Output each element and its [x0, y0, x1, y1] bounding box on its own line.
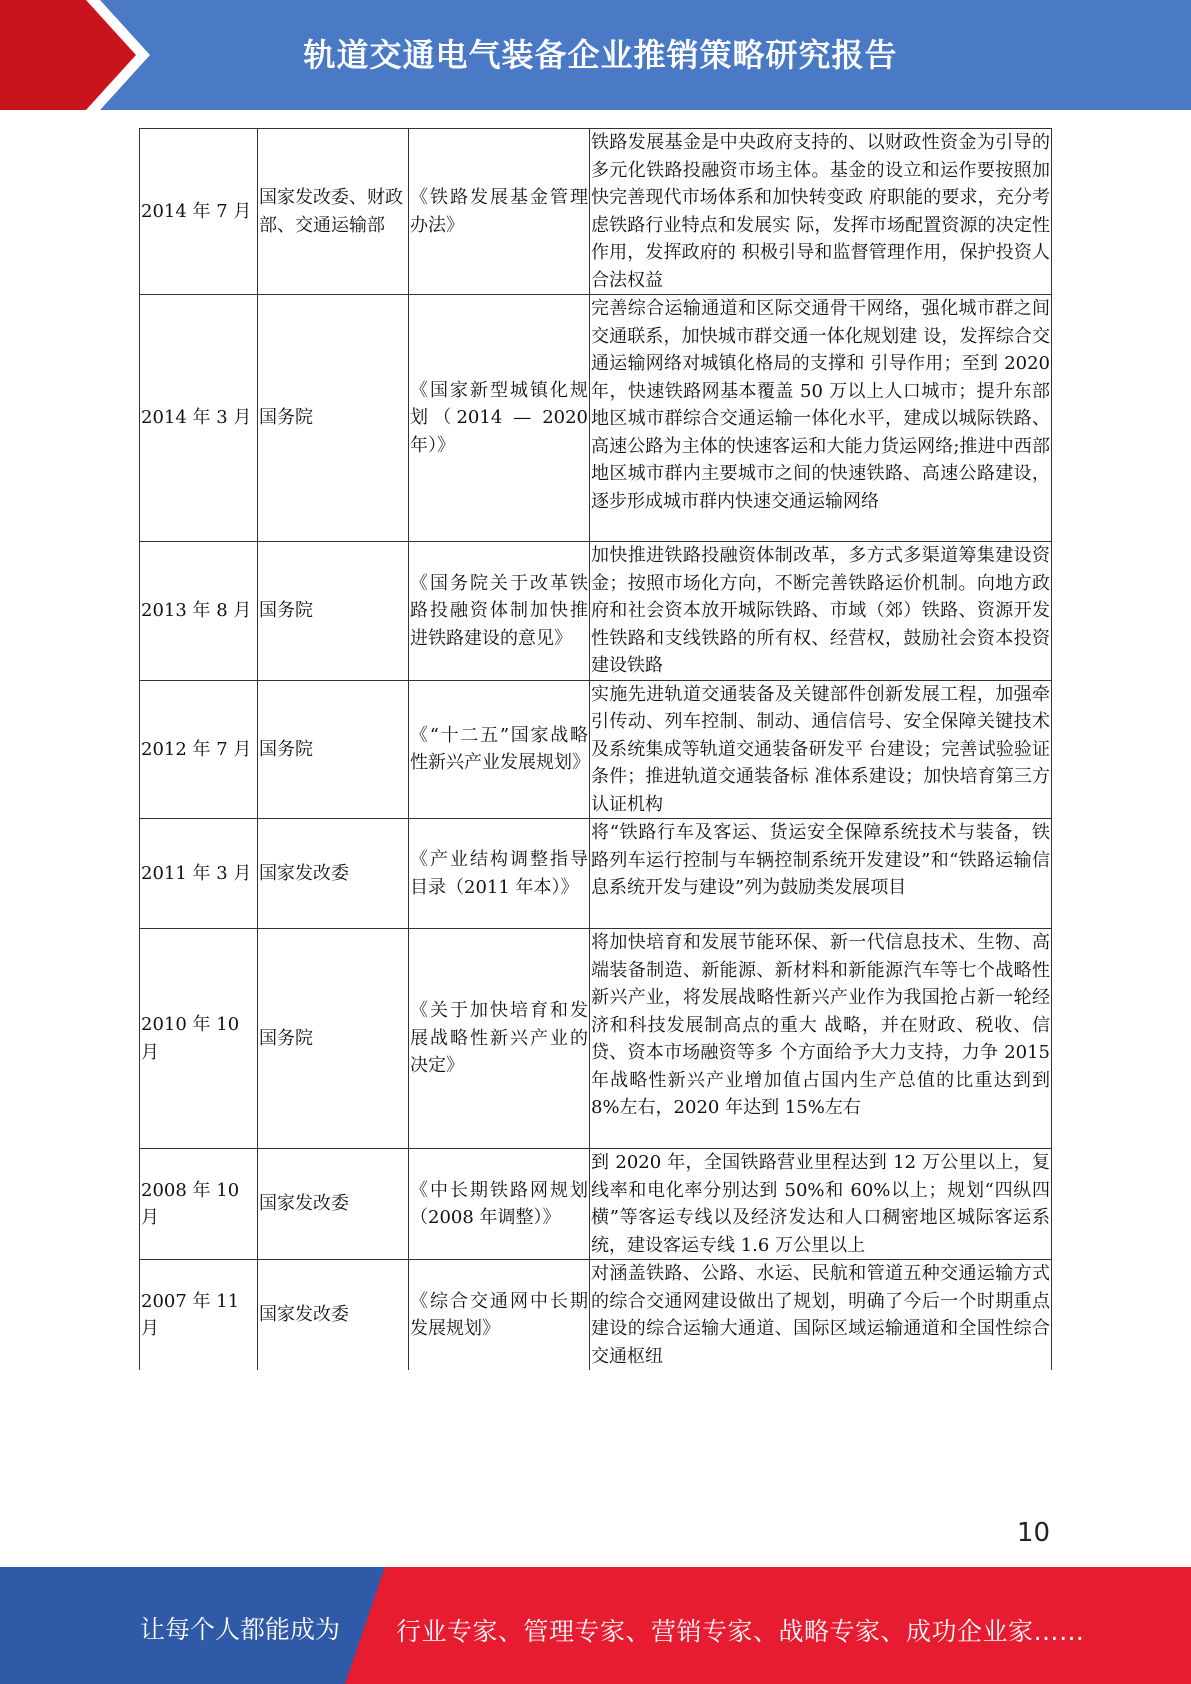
date-cell: 2008 年 10 月 — [140, 1149, 258, 1260]
policy-table-wrapper — [139, 128, 1051, 1370]
table-row — [140, 542, 1052, 681]
date-cell: 2011 年 3 月 — [140, 819, 258, 929]
policy-content-cell: 将“铁路行车及客运、货运安全保障系统技术与装备，铁路列车运行控制与车辆控制系统开发建设”和“铁路运输信息系统开发与建设”列为鼓励类发展项目 — [590, 819, 1052, 929]
policy-content-cell: 将加快培育和发展节能环保、新一代信息技术、生物、高端装备制造、新能源、新材料和新能源汽车等七个战略性新兴产业，将发展战略性新兴产业作为我国抢占新一轮经济和科技发展制高点的重大 战略，并在财政、税收、信贷、资本市场融资等多 个方面给予大力支持，力争 2015 年战略性新兴产业增加值占国内生产总值的比重达到到 8%左右，2020 年达到 15%左右 — [590, 929, 1052, 1149]
policy-content-cell: 完善综合运输通道和区际交通骨干网络，强化城市群之间交通联系，加快城市群交通一体化规划建 设，发挥综合交通运输网络对城镇化格局的支撑和 引导作用；至到 2020 年，快速铁路网基本覆盖 50 万以上人口城市；提升东部地区城市群综合交通运输一体化水平，建成以城际铁路、高速公路为主体的快速客运和大能力货运网络;推进中西部地区城市群内主要城市之间的快速铁路、高速公路建设，逐步形成城市群内快速交通运输网络 — [590, 295, 1052, 542]
date-cell: 2007 年 11 月 — [140, 1260, 258, 1371]
department-cell: 国家发改委 — [258, 819, 409, 929]
department-cell: 国务院 — [258, 542, 409, 681]
policy-content-cell: 铁路发展基金是中央政府支持的、以财政性资金为引导的多元化铁路投融资市场主体。基金的设立和运作要按照加快完善现代市场体系和加快转变政 府职能的要求，充分考虑铁路行业特点和发展实 际，发挥市场配置资源的决定性作用，发挥政府的 积极引导和监督管理作用，保护投资人合法权益 — [590, 129, 1052, 295]
footer-slogan-left: 让每个人都能成为 — [140, 1615, 341, 1644]
policy-title-cell: 《综合交通网中长期发展规划》 — [409, 1260, 590, 1371]
date-cell: 2013 年 8 月 — [140, 542, 258, 681]
footer-slogan-right: 行业专家、管理专家、营销专家、战略专家、成功企业家…… — [396, 1617, 1085, 1646]
policy-content-cell: 加快推进铁路投融资体制改革，多方式多渠道筹集建设资金；按照市场化方向，不断完善铁路运价机制。向地方政府和社会资本放开城际铁路、市域（郊）铁路、资源开发性铁路和支线铁路的所有权、经营权，鼓励社会资本投资建设铁路 — [590, 542, 1052, 681]
table-row — [140, 929, 1052, 1149]
date-cell: 2014 年 3 月 — [140, 295, 258, 542]
department-cell: 国务院 — [258, 680, 409, 819]
department-cell: 国家发改委、财政部、交通运输部 — [258, 129, 409, 295]
department-cell: 国家发改委 — [258, 1260, 409, 1371]
policy-content-cell: 实施先进轨道交通装备及关键部件创新发展工程，加强牵引传动、列车控制、制动、通信信号、安全保障关键技术及系统集成等轨道交通装备研发平 台建设；完善试验验证条件；推进轨道交通装备标 准体系建设；加快培育第三方认证机构 — [590, 680, 1052, 819]
table-row — [140, 129, 1052, 295]
date-cell: 2010 年 10 月 — [140, 929, 258, 1149]
table-row — [140, 1260, 1052, 1371]
page-title: 轨道交通电气装备企业推销策略研究报告 — [303, 36, 898, 74]
department-cell: 国务院 — [258, 929, 409, 1149]
policy-content-cell: 对涵盖铁路、公路、水运、民航和管道五种交通运输方式的综合交通网建设做出了规划，明确了今后一个时期重点建设的综合运输大通道、国际区域运输通道和全国性综合交通枢纽 — [590, 1260, 1052, 1371]
policy-content-cell: 到 2020 年，全国铁路营业里程达到 12 万公里以上，复线率和电化率分别达到 50%和 60%以上；规划“四纵四横”等客运专线以及经济发达和人口稠密地区城际客运系统，建设客运专线 1.6 万公里以上 — [590, 1149, 1052, 1260]
policy-title-cell: 《中长期铁路网规划（2008 年调整）》 — [409, 1149, 590, 1260]
table-row — [140, 680, 1052, 819]
policy-title-cell: 《产业结构调整指导目录（2011 年本）》 — [409, 819, 590, 929]
policy-title-cell: 《铁路发展基金管理办法》 — [409, 129, 590, 295]
table-row — [140, 295, 1052, 542]
date-cell: 2012 年 7 月 — [140, 680, 258, 819]
department-cell: 国家发改委 — [258, 1149, 409, 1260]
policy-table — [139, 128, 1052, 1370]
department-cell: 国务院 — [258, 295, 409, 542]
policy-title-cell: 《“十二五”国家战略性新兴产业发展规划》 — [409, 680, 590, 819]
table-row — [140, 1149, 1052, 1260]
policy-title-cell: 《国务院关于改革铁路投融资体制加快推进铁路建设的意见》 — [409, 542, 590, 681]
policy-title-cell: 《关于加快培育和发展战略性新兴产业的决定》 — [409, 929, 590, 1149]
date-cell: 2014 年 7 月 — [140, 129, 258, 295]
table-row — [140, 819, 1052, 929]
page-number: 10 — [1016, 1518, 1050, 1548]
policy-title-cell: 《国家新型城镇化规划（2014 — 2020 年）》 — [409, 295, 590, 542]
header-banner — [0, 0, 1191, 110]
